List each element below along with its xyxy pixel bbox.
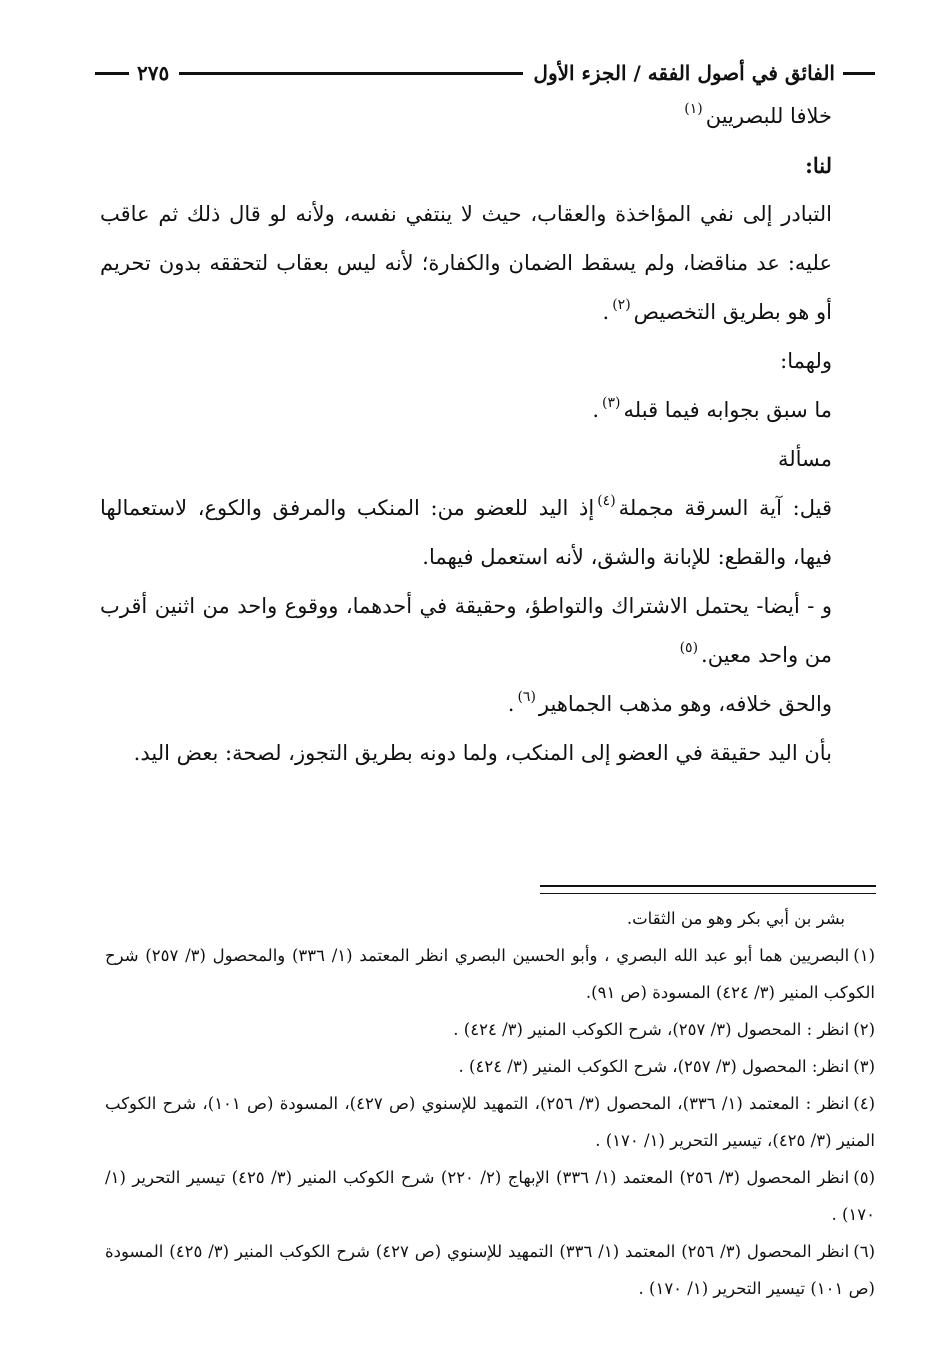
- footnotes: [105, 900, 875, 1307]
- paragraph-text: و - أيضا- يحتمل الاشتراك والتواطؤ، وحقيقة في أحدهما، ووقوع واحد من اثنين أقرب من واحد معين.: [100, 594, 832, 667]
- footnote-5: [105, 1159, 875, 1233]
- footnote-ref-1: (١): [684, 101, 703, 117]
- footnote-number: (٣): [853, 1057, 875, 1076]
- book-title: الفائق في أصول الفقه / الجزء الأول: [533, 61, 835, 85]
- paragraph-ma-sabaq: [100, 386, 874, 435]
- header-rule-right: [843, 72, 875, 75]
- footnote-text: انظر : المعتمد (١/ ٣٣٦)، المحصول (٣/ ٢٥٦)، التمهيد للإسنوي (ص ٤٢٧)، المسودة (ص ١٠١)، شرح الكوكب المنير (٣/ ٤٢٥)، تيسير التحرير (١/ ١٧٠) .: [105, 1094, 875, 1150]
- paragraph-text: والحق خلافه، وهو مذهب الجماهير: [538, 692, 832, 716]
- footnote-ref-4: (٤): [597, 493, 616, 509]
- heading-lana: لنا:: [805, 153, 832, 178]
- footnote-number: (٦): [853, 1242, 876, 1261]
- footnote-ref-2: (٢): [612, 297, 631, 313]
- footnote-number: (٢): [853, 1020, 875, 1039]
- heading-masala: مسألة: [777, 447, 832, 471]
- paragraph-al-haqq: [100, 680, 874, 729]
- footnote-number: (١): [853, 946, 875, 965]
- footnote-1: [105, 937, 875, 1011]
- header-rule-left: [95, 72, 129, 75]
- running-header: [95, 48, 875, 98]
- paragraph-aydan: [100, 582, 874, 680]
- footnote-text: انظر: المحصول (٣/ ٢٥٧)، شرح الكوكب المنير (٣/ ٤٢٤) .: [458, 1057, 850, 1076]
- footnote-text: البصريين هما أبو عبد الله البصري ، وأبو الحسين البصري انظر المعتمد (١/ ٣٣٦) والمحصول (٣/ ٢٥٧) شرح الكوكب المنير (٣/ ٤٢٤) المسودة (ص ٩١).: [105, 946, 875, 1002]
- paragraph-tabadur: [100, 190, 874, 337]
- paragraph-end: .: [507, 692, 515, 716]
- main-text: [100, 92, 874, 778]
- paragraph-end: .: [592, 398, 600, 422]
- footnote-text: انظر المحصول (٣/ ٢٥٦) المعتمد (١/ ٣٣٦) الإبهاج (٢/ ٢٢٠) شرح الكوكب المنير (٣/ ٤٢٥) تيسير التحرير (١/ ١٧٠) .: [105, 1168, 875, 1224]
- header-rule-middle: [179, 72, 523, 75]
- paragraph-al-yad: بأن اليد حقيقة في العضو إلى المنكب، ولما دونه بطريق التجوز، لصحة: بعض اليد.: [133, 741, 832, 765]
- footnote-number: (٤): [853, 1094, 876, 1113]
- line-text: خلافا للبصريين: [705, 104, 832, 128]
- page-number: ٢٧٥: [137, 61, 170, 85]
- paragraph-text: ما سبق بجوابه فيما قبله: [623, 398, 832, 422]
- footnote-2: [105, 1011, 875, 1048]
- paragraph-end: .: [602, 300, 610, 324]
- footnote-number: (٥): [853, 1168, 876, 1187]
- paragraph-ayat-al-sariqa: [100, 484, 874, 582]
- footnote-ref-6: (٦): [517, 689, 536, 705]
- paragraph-text: التبادر إلى نفي المؤاخذة والعقاب، حيث لا ينتفي نفسه، ولأنه لو قال ذلك ثم عاقب عليه: عد مناقضا، ولم يسقط الضمان والكفارة؛ لأنه ليس بعقاب لتحققه بدون تحريم أو هو بطريق التخصيص: [100, 202, 832, 324]
- footnote-continuation: بشر بن أبي بكر وهو من الثقات.: [626, 909, 845, 928]
- heading-lahuma: ولهما:: [780, 349, 832, 373]
- footnote-text: انظر : المحصول (٣/ ٢٥٧)، شرح الكوكب المنير (٣/ ٤٢٤) .: [453, 1020, 850, 1039]
- text-line-basriyin: [100, 92, 874, 141]
- footnote-separator: [540, 885, 876, 894]
- paragraph-text-start: قيل: آية السرقة مجملة: [618, 496, 833, 520]
- footnote-6: [105, 1233, 875, 1307]
- paragraph-text-rest: إذ اليد للعضو من: المنكب والمرفق والكوع، لاستعمالها فيها، والقطع: للإبانة والشق، لأنه استعمل فيهما.: [100, 496, 832, 569]
- footnote-3: [105, 1048, 875, 1085]
- footnote-ref-3: (٣): [602, 395, 621, 411]
- footnote-text: انظر المحصول (٣/ ٢٥٦) المعتمد (١/ ٣٣٦) التمهيد للإسنوي (ص ٤٢٧) شرح الكوكب المنير (٣/ ٤٢٥) المسودة (ص ١٠١) تيسير التحرير (١/ ١٧٠) .: [105, 1242, 875, 1298]
- footnote-ref-5: (٥): [679, 640, 699, 656]
- footnote-4: [105, 1085, 875, 1159]
